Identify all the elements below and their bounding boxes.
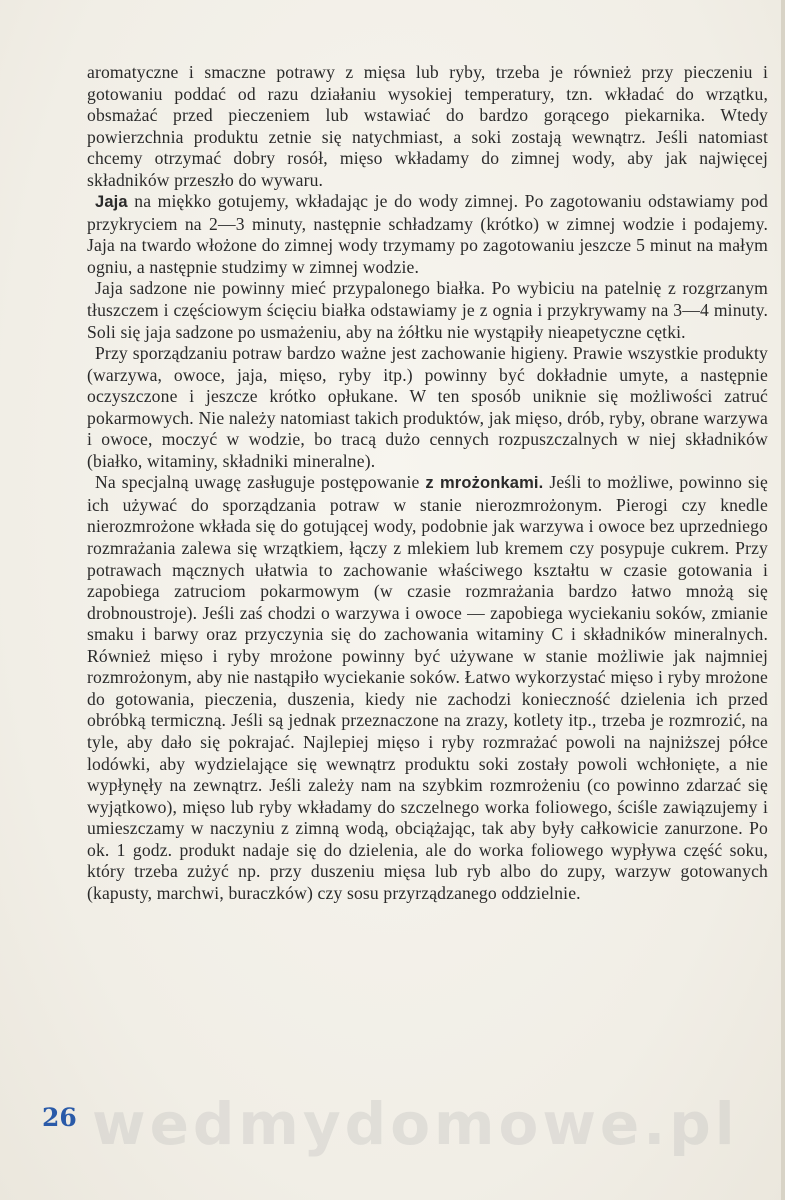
paragraph-text-tail: Jeśli to możliwe, powinno się ich używać do sporządzania potraw w stanie nierozmrożonym. Pierogi czy knedle nierozmrożone wkłada się do gotującej wody, podobnie jak warzywa i owoce bez uprzedniego rozmrażania zalewa się wrzątkiem, łączy z mlekiem lub kremem czy posypuje cukrem. Przy potrawach mącznych ułatwia to zachowanie właściwego kształtu w czasie gotowania i zapobiega zatruciom pokarmowym (w czasie rozmrażania bardzo łatwo mnożą się drobnoustroje). Jeśli zaś chodzi o warzywa i owoce — zapobiega wyciekaniu soków, zmianie smaku i barwy oraz przyczynia się do zachowania witaminy C i składników mineralnych. Również mięso i ryby mrożone powinny być używane w stanie możliwie jak najmniej rozmrożonym, aby nie nastąpiło wyciekanie soków. Łatwo wykorzystać mięso i ryby mrożone do gotowania, pieczenia, duszenia, kiedy nie zachodzi konieczność dzielenia ich przed obróbką termiczną. Jeśli są jednak przeznaczone na zrazy, kotlety itp., trzeba je rozmrozić, na tyle, aby dało się pokrajać. Najlepiej mięso i ryby rozmrażać powoli na najniższej półce lodówki, aby wydzielające się wewnątrz produktu soki zostały powoli wchłonięte, a nie wypłynęły na zewnątrz. Jeśli zależy nam na szybkim rozmrożeniu (co powinno zdarzać się wyjątkowo), mięso lub ryby wkładamy do szczelnego worka foliowego, ściśle zawiązujemy i umieszczamy w naczyniu z zimną wodą, obciążając, tak aby były całkowicie zanurzone. Po ok. 1 godz. produkt nadaje się do dzielenia, ale do worka foliowego wypływa część soku, który trzeba zużyć np. przy duszeniu mięsa lub ryb albo do zupy, warzyw gotowanych (kapusty, marchwi, buraczków) czy sosu przyrządzanego oddzielnie. xyxy=(87,472,769,903)
paragraph-bold-term: z mrożonkami. xyxy=(425,474,544,493)
paragraph-2 xyxy=(87,191,768,278)
paragraph-3 xyxy=(87,278,768,343)
paragraph-text: aromatyczne i smaczne potrawy z mięsa lub ryby, trzeba je również przy pieczeniu i gotowaniu poddać od razu działaniu wysokiej temperatury, tzn. wkładać do wrzątku, obsmażać przed pieczeniem lub wstawiać do bardzo gorącego piekarnika. Wtedy powierzchnia produktu zetnie się natychmiast, a soki zostają wewnątrz. Jeśli natomiast chcemy otrzymać dobry rosół, mięso wkładamy do zimnej wody, aby jak najwięcej składników przeszło do wywaru. xyxy=(87,62,768,190)
paragraph-text: na miękko gotujemy, wkładając je do wody zimnej. Po zagotowaniu odstawiamy pod przykryciem na 2—3 minuty, następnie schładzamy (krótko) w zimnej wodzie i podajemy. Jaja na twardo włożone do zimnej wody trzymamy po zagotowaniu jeszcze 5 minut na małym ogniu, a następnie studzimy w zimnej wodzie. xyxy=(87,191,768,277)
paragraph-5 xyxy=(87,472,768,904)
paragraph-text: Jaja sadzone nie powinny mieć przypalonego białka. Po wybiciu na patelnię z rozgrzanym tłuszczem i częściowym ścięciu białka odstawiamy je z ognia i przykrywamy na 3—4 minuty. Soli się jaja sadzone po usmażeniu, aby na żółtku nie wystąpiły nieapetyczne cętki. xyxy=(87,278,768,342)
paragraph-1 xyxy=(87,62,768,191)
watermark: wedmydomowe.pl xyxy=(92,1090,739,1158)
page-number: 26 xyxy=(42,1103,77,1132)
page-edge xyxy=(781,0,785,1200)
paragraph-text: Przy sporządzaniu potraw bardzo ważne jest zachowanie higieny. Prawie wszystkie produkty (warzywa, owoce, jaja, mięso, ryby itp.) powinny być dokładnie umyte, a następnie oczyszczone i jeszcze krótko opłukane. W ten sposób uniknie się możliwości zatruć pokarmowych. Nie należy natomiast takich produktów, jak mięso, drób, ryby, obrane warzywa i owoce, moczyć w wodzie, bo tracą dużo cennych rozpuszczalnych w niej składników (białko, witaminy, składniki mineralne). xyxy=(87,343,768,471)
paragraph-4 xyxy=(87,343,768,472)
body-text xyxy=(87,62,768,904)
paragraph-text: Na specjalną uwagę zasługuje postępowanie xyxy=(95,472,426,493)
paragraph-lead: Jaja xyxy=(95,193,128,212)
